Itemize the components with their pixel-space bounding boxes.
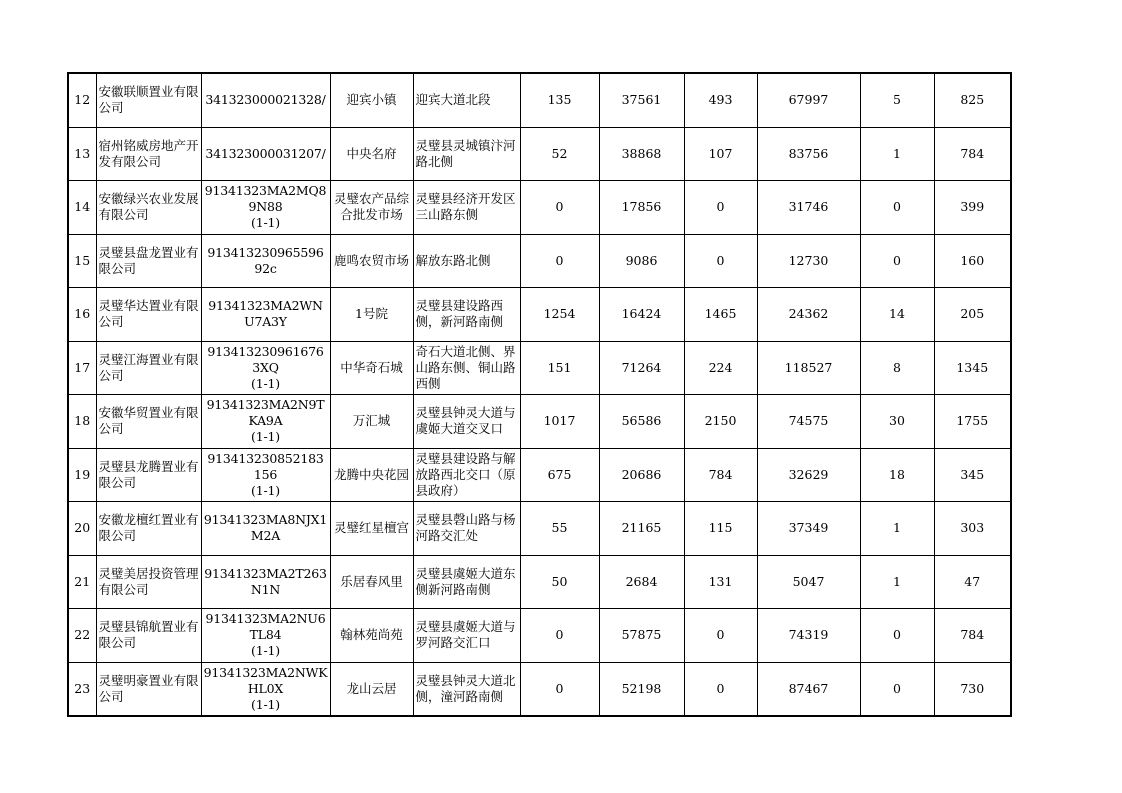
code-main: 91341323MA2WNU7A3Y [208,298,323,330]
cell-value-1: 52 [520,127,599,181]
cell-value-3: 224 [684,341,757,395]
cell-value-2: 56586 [599,395,684,449]
cell-value-5: 18 [860,448,934,502]
cell-project: 翰林苑尚苑 [330,609,413,663]
cell-code [201,662,330,716]
cell-code [201,288,330,342]
cell-location: 灵璧县钟灵大道北侧，潼河路南侧 [413,662,520,716]
code-main: 91341323096559692c [207,244,324,276]
table-row [68,555,1011,609]
cell-value-2: 52198 [599,662,684,716]
cell-value-6: 205 [934,288,1011,342]
cell-value-3: 0 [684,181,757,235]
cell-code [201,555,330,609]
cell-location: 灵璧县磬山路与杨河路交汇处 [413,502,520,556]
cell-value-3: 2150 [684,395,757,449]
cell-value-6: 399 [934,181,1011,235]
cell-location: 灵璧县虞姬大道与罗河路交汇口 [413,609,520,663]
cell-value-2: 21165 [599,502,684,556]
cell-value-2: 20686 [599,448,684,502]
cell-code [201,341,330,395]
cell-project: 乐居春风里 [330,555,413,609]
table-row [68,181,1011,235]
cell-value-5: 0 [860,181,934,235]
code-main: 91341323MA2NU6TL84 [205,611,326,643]
cell-company: 宿州铭威房地产开发有限公司 [96,127,201,181]
cell-location: 解放东路北侧 [413,234,520,288]
cell-value-4: 87467 [757,662,860,716]
cell-value-1: 0 [520,662,599,716]
cell-value-6: 1755 [934,395,1011,449]
code-sub: (1-1) [251,215,280,231]
cell-value-6: 160 [934,234,1011,288]
cell-value-4: 118527 [757,341,860,395]
cell-value-4: 24362 [757,288,860,342]
cell-value-2: 9086 [599,234,684,288]
cell-no: 16 [68,288,96,342]
cell-value-6: 784 [934,127,1011,181]
cell-project: 中央名府 [330,127,413,181]
table-row [68,609,1011,663]
code-sub: (1-1) [251,375,280,391]
cell-company: 安徽绿兴农业发展有限公司 [96,181,201,235]
cell-company: 灵璧华达置业有限公司 [96,288,201,342]
code-main: 91341323MA8NJX1M2A [203,512,328,544]
cell-value-3: 107 [684,127,757,181]
table-row [68,127,1011,181]
cell-no: 20 [68,502,96,556]
cell-company: 灵璧明豪置业有限公司 [96,662,201,716]
table-row [68,502,1011,556]
cell-value-3: 0 [684,609,757,663]
cell-value-4: 12730 [757,234,860,288]
cell-code [201,73,330,127]
cell-project: 龙腾中央花园 [330,448,413,502]
cell-code [201,448,330,502]
cell-value-1: 675 [520,448,599,502]
cell-company: 灵璧县龙腾置业有限公司 [96,448,201,502]
cell-value-4: 67997 [757,73,860,127]
code-sub: (1-1) [251,482,280,498]
cell-value-4: 32629 [757,448,860,502]
code-main: 91341323MA2MQ89N88 [204,183,327,215]
cell-value-1: 135 [520,73,599,127]
table-row [68,448,1011,502]
cell-value-2: 71264 [599,341,684,395]
cell-project: 龙山云居 [330,662,413,716]
cell-value-6: 825 [934,73,1011,127]
cell-value-4: 83756 [757,127,860,181]
code-sub: (1-1) [251,696,280,712]
cell-value-1: 55 [520,502,599,556]
cell-company: 灵璧县锦航置业有限公司 [96,609,201,663]
cell-value-3: 493 [684,73,757,127]
cell-project: 迎宾小镇 [330,73,413,127]
cell-value-3: 0 [684,234,757,288]
cell-value-5: 1 [860,127,934,181]
cell-project: 1号院 [330,288,413,342]
cell-company: 安徽华贸置业有限公司 [96,395,201,449]
cell-project: 万汇城 [330,395,413,449]
cell-value-4: 74319 [757,609,860,663]
cell-location: 奇石大道北侧、界山路东侧、铜山路西侧 [413,341,520,395]
cell-company: 灵璧美居投资管理有限公司 [96,555,201,609]
cell-location: 灵璧县钟灵大道与虞姬大道交叉口 [413,395,520,449]
table-row [68,73,1011,127]
cell-value-2: 16424 [599,288,684,342]
code-main: 913413230852183156 [207,450,324,482]
cell-no: 12 [68,73,96,127]
cell-company: 安徽联顺置业有限公司 [96,73,201,127]
cell-location: 迎宾大道北段 [413,73,520,127]
cell-project: 中华奇石城 [330,341,413,395]
cell-value-5: 14 [860,288,934,342]
cell-code [201,127,330,181]
cell-code [201,395,330,449]
cell-location: 灵璧县灵城镇汴河路北侧 [413,127,520,181]
cell-value-5: 1 [860,502,934,556]
cell-value-4: 5047 [757,555,860,609]
cell-value-1: 1017 [520,395,599,449]
cell-code [201,609,330,663]
cell-value-1: 151 [520,341,599,395]
cell-value-6: 1345 [934,341,1011,395]
code-main: 91341323MA2T263N1N [204,565,327,597]
cell-value-1: 0 [520,234,599,288]
cell-value-2: 38868 [599,127,684,181]
cell-value-5: 5 [860,73,934,127]
cell-no: 22 [68,609,96,663]
cell-no: 15 [68,234,96,288]
cell-value-6: 47 [934,555,1011,609]
cell-value-5: 1 [860,555,934,609]
cell-value-4: 31746 [757,181,860,235]
table-row [68,234,1011,288]
cell-value-2: 2684 [599,555,684,609]
cell-company: 灵璧江海置业有限公司 [96,341,201,395]
code-main: 91341323MA2N9TKA9A [206,397,325,429]
cell-value-2: 57875 [599,609,684,663]
cell-value-5: 0 [860,662,934,716]
cell-value-5: 8 [860,341,934,395]
code-main: 91341323MA2NWKHL0X [203,664,328,696]
cell-value-5: 30 [860,395,934,449]
cell-no: 19 [68,448,96,502]
cell-code [201,181,330,235]
table-row [68,341,1011,395]
cell-location: 灵璧县经济开发区三山路东侧 [413,181,520,235]
cell-no: 18 [68,395,96,449]
table-body [68,73,1011,716]
cell-value-5: 0 [860,234,934,288]
cell-company: 灵璧县盘龙置业有限公司 [96,234,201,288]
cell-location: 灵璧县建设路与解放路西北交口（原县政府） [413,448,520,502]
cell-value-1: 1254 [520,288,599,342]
cell-no: 23 [68,662,96,716]
cell-value-6: 784 [934,609,1011,663]
table-row [68,288,1011,342]
cell-value-2: 17856 [599,181,684,235]
code-main: 341323000031207/ [205,145,326,161]
cell-value-3: 131 [684,555,757,609]
cell-value-4: 37349 [757,502,860,556]
cell-project: 灵璧红星檀宫 [330,502,413,556]
cell-value-1: 0 [520,181,599,235]
cell-project: 鹿鸣农贸市场 [330,234,413,288]
code-main: 341323000021328/ [205,92,326,108]
cell-value-3: 0 [684,662,757,716]
cell-no: 14 [68,181,96,235]
cell-project: 灵璧农产品综合批发市场 [330,181,413,235]
cell-code [201,234,330,288]
cell-value-3: 784 [684,448,757,502]
cell-value-3: 115 [684,502,757,556]
cell-value-4: 74575 [757,395,860,449]
cell-value-6: 345 [934,448,1011,502]
cell-no: 17 [68,341,96,395]
data-table [67,72,1012,717]
cell-company: 安徽龙檀红置业有限公司 [96,502,201,556]
cell-value-2: 37561 [599,73,684,127]
cell-value-1: 0 [520,609,599,663]
code-sub: (1-1) [251,429,280,445]
cell-no: 21 [68,555,96,609]
cell-value-6: 303 [934,502,1011,556]
cell-location: 灵璧县建设路西侧，新河路南侧 [413,288,520,342]
cell-no: 13 [68,127,96,181]
table-row [68,395,1011,449]
cell-value-3: 1465 [684,288,757,342]
cell-value-1: 50 [520,555,599,609]
cell-value-6: 730 [934,662,1011,716]
cell-location: 灵璧县虞姬大道东侧新河路南侧 [413,555,520,609]
code-main: 913413230961676 3XQ [207,343,324,375]
cell-code [201,502,330,556]
table-row [68,662,1011,716]
code-sub: (1-1) [251,643,280,659]
cell-value-5: 0 [860,609,934,663]
